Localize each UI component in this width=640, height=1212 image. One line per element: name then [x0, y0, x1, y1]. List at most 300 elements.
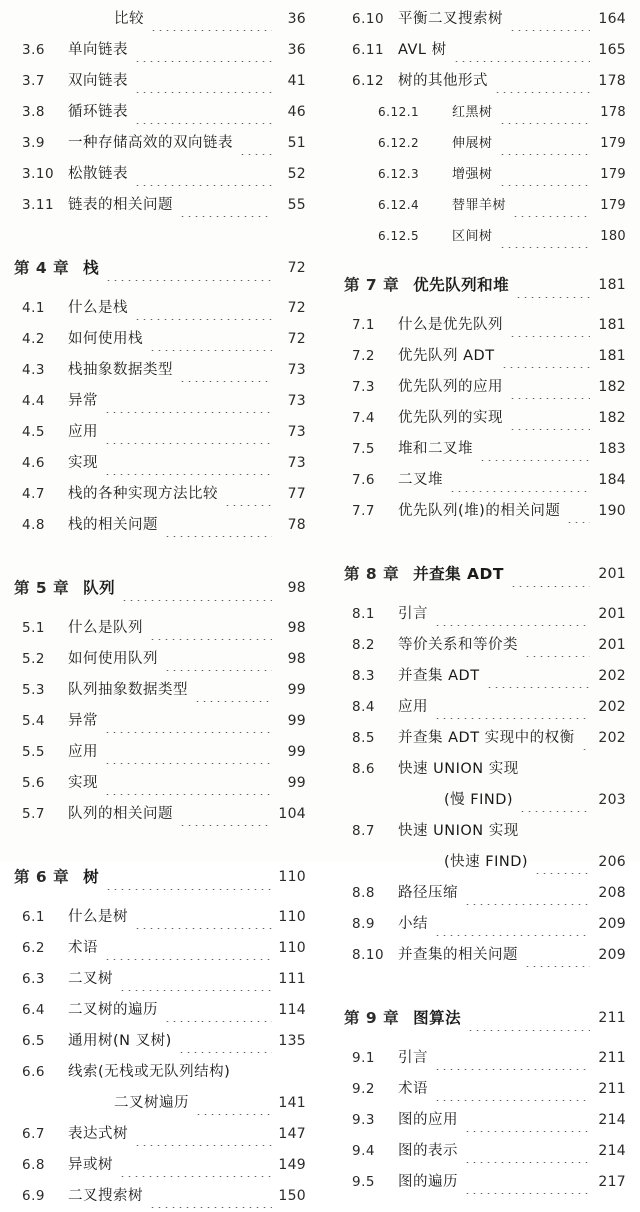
toc-page-number: 99	[287, 775, 306, 791]
toc-entry-number: 5.3	[22, 682, 45, 698]
toc-page-number: 110	[278, 909, 306, 925]
toc-entry-title: AVL 树	[398, 42, 447, 58]
dot-leader	[509, 325, 590, 337]
toc-entry-title: 图的表示	[398, 1143, 458, 1159]
toc-page-number: 178	[600, 105, 626, 120]
toc-entry-number: 6.12.1	[378, 105, 420, 119]
dot-leader	[121, 589, 272, 601]
toc-spacer	[320, 1035, 640, 1043]
toc-entry-title: 链表的相关问题	[68, 197, 173, 213]
toc-entry-row[interactable]	[320, 66, 640, 97]
toc-entry-title: 快速 UNION 实现	[398, 761, 519, 777]
toc-entry-row[interactable]	[0, 1057, 320, 1088]
toc-entry-row[interactable]	[320, 754, 640, 785]
dot-leader	[501, 356, 590, 368]
toc-entry-title: 什么是栈	[68, 300, 128, 316]
toc-entry-title: 什么是队列	[68, 620, 143, 636]
toc-entry-row[interactable]	[0, 417, 320, 448]
dot-leader	[164, 525, 272, 537]
toc-entry-row[interactable]	[320, 692, 640, 723]
dot-leader	[134, 112, 272, 124]
dot-leader	[464, 1120, 590, 1132]
toc-entry-title: 二叉树	[68, 971, 113, 987]
toc-entry-title: 通用树(N 叉树)	[68, 1033, 172, 1049]
toc-page-number: 147	[278, 1126, 306, 1142]
toc-entry-row[interactable]	[0, 737, 320, 768]
toc-page-number: 99	[287, 682, 306, 698]
toc-spacer	[0, 830, 320, 860]
toc-entry-number: 8.6	[352, 761, 375, 777]
toc-entry-title: 替罪羊树	[452, 198, 507, 213]
toc-entry-title: 优先队列的实现	[398, 410, 503, 426]
toc-entry-number: 3.8	[22, 104, 45, 120]
toc-entry-title: 栈抽象数据类型	[68, 362, 173, 378]
toc-entry-number: 3.6	[22, 42, 45, 58]
toc-entry-title: 等价关系和等价类	[398, 637, 518, 653]
toc-entry-title: 异常	[68, 393, 98, 409]
toc-entry-title: 并查集 ADT 实现中的权衡	[398, 730, 575, 746]
toc-entry-row[interactable]	[320, 1167, 640, 1198]
toc-entry-title: 什么是树	[68, 909, 128, 925]
toc-page-number: 182	[598, 410, 626, 426]
toc-entry-number: 6.2	[22, 940, 45, 956]
dot-leader	[178, 1041, 272, 1053]
toc-chapter-row[interactable]	[320, 1001, 640, 1035]
toc-entry-number: 7.3	[352, 379, 375, 395]
toc-entry-row[interactable]	[320, 878, 640, 909]
toc-page-number: 104	[278, 806, 306, 822]
toc-entry-row[interactable]	[320, 128, 640, 159]
toc-entry-number: 3.10	[22, 166, 55, 182]
toc-entry-number: 7.5	[352, 441, 375, 457]
dot-leader	[519, 800, 590, 812]
toc-entry-row[interactable]	[0, 1119, 320, 1150]
toc-entry-number: 5.1	[22, 620, 45, 636]
toc-entry-title: 引言	[398, 1050, 428, 1066]
toc-page-number: 214	[598, 1112, 626, 1128]
toc-page-number: 179	[600, 198, 626, 213]
toc-entry-row[interactable]	[0, 97, 320, 128]
toc-entry-number: 6.9	[22, 1188, 45, 1204]
toc-page-number: 214	[598, 1143, 626, 1159]
toc-entry-row[interactable]	[0, 128, 320, 159]
toc-entry-row[interactable]	[320, 847, 640, 878]
toc-page-number: 73	[287, 455, 306, 471]
toc-entry-title: 快速 UNION 实现	[398, 823, 519, 839]
toc-page-number: 201	[598, 566, 626, 582]
toc-entry-row[interactable]	[0, 66, 320, 97]
toc-entry-number: 6.7	[22, 1126, 45, 1142]
toc-entry-title: 栈的相关问题	[68, 517, 158, 533]
dot-leader	[104, 752, 272, 764]
toc-entry-row[interactable]	[0, 448, 320, 479]
toc-chapter-row[interactable]	[320, 557, 640, 591]
toc-entry-number: 5.2	[22, 651, 45, 667]
dot-leader	[509, 418, 590, 430]
dot-leader	[149, 1196, 272, 1208]
toc-page-number: 211	[598, 1010, 626, 1026]
toc-entry-number: 4.3	[22, 362, 45, 378]
toc-entry-row[interactable]	[0, 933, 320, 964]
toc-entry-number: 6.3	[22, 971, 45, 987]
toc-entry-row[interactable]	[0, 964, 320, 995]
toc-entry-number: 8.7	[352, 823, 375, 839]
toc-entry-title: 松散链表	[68, 166, 128, 182]
toc-page-number: 178	[598, 73, 626, 89]
toc-chapter-row[interactable]	[0, 251, 320, 285]
toc-entry-row[interactable]	[0, 1088, 320, 1119]
dot-leader	[224, 494, 272, 506]
toc-entry-title: 图的遍历	[398, 1174, 458, 1190]
toc-entry-title: 栈	[83, 259, 100, 277]
dot-leader	[134, 174, 272, 186]
toc-entry-number: 8.9	[352, 916, 375, 932]
toc-entry-row[interactable]	[320, 434, 640, 465]
toc-entry-number: 4.8	[22, 517, 45, 533]
dot-leader	[525, 831, 590, 843]
toc-entry-row[interactable]	[320, 465, 640, 496]
toc-entry-title: 优先队列 ADT	[398, 348, 495, 364]
toc-entry-title: 图的应用	[398, 1112, 458, 1128]
toc-entry-row[interactable]	[320, 97, 640, 128]
toc-entry-title: 二叉搜索树	[68, 1188, 143, 1204]
toc-entry-number: 3.11	[22, 197, 55, 213]
toc-entry-number: 6.6	[22, 1064, 45, 1080]
dot-leader	[179, 370, 272, 382]
toc-entry-number: 3.7	[22, 73, 45, 89]
dot-leader	[134, 50, 272, 62]
toc-entry-number: 6.4	[22, 1002, 45, 1018]
toc-entry-row[interactable]	[320, 35, 640, 66]
toc-page-number: 72	[287, 331, 306, 347]
toc-page-number: 99	[287, 713, 306, 729]
toc-entry-number: 8.2	[352, 637, 375, 653]
toc-entry-row[interactable]	[0, 613, 320, 644]
toc-entry-row[interactable]	[0, 1181, 320, 1212]
toc-entry-title: 二叉树遍历	[114, 1095, 189, 1111]
toc-entry-number: 6.12	[352, 73, 385, 89]
toc-spacer	[0, 541, 320, 571]
toc-spacer	[320, 252, 640, 268]
toc-spacer	[320, 971, 640, 1001]
toc-entry-title: 比较	[114, 11, 144, 27]
toc-entry-title: 应用	[398, 699, 428, 715]
toc-spacer	[0, 285, 320, 293]
toc-page-number: 181	[598, 277, 626, 293]
toc-entry-number: 8.4	[352, 699, 375, 715]
dot-leader	[534, 862, 590, 874]
toc-entry-number: 4.2	[22, 331, 45, 347]
toc-entry-number: 第 6 章	[14, 868, 70, 886]
toc-entry-row[interactable]	[0, 902, 320, 933]
toc-entry-number: 5.6	[22, 775, 45, 791]
toc-page-number: 203	[598, 792, 626, 808]
toc-entry-row[interactable]	[320, 372, 640, 403]
dot-leader	[104, 432, 272, 444]
toc-entry-title: 路径压缩	[398, 885, 458, 901]
toc-entry-row[interactable]	[320, 630, 640, 661]
toc-entry-row[interactable]	[320, 221, 640, 252]
toc-page-number: 110	[278, 940, 306, 956]
dot-leader	[134, 308, 272, 320]
toc-page-number: 202	[598, 668, 626, 684]
toc-column-left	[0, 0, 320, 1204]
toc-entry-number: 9.4	[352, 1143, 375, 1159]
toc-page-number: 114	[278, 1002, 306, 1018]
toc-entry-title: 堆和二叉堆	[398, 441, 473, 457]
toc-entry-row[interactable]	[0, 675, 320, 706]
toc-entry-number: 7.7	[352, 503, 375, 519]
toc-entry-row[interactable]	[0, 799, 320, 830]
toc-page-number: 52	[287, 166, 306, 182]
toc-entry-row[interactable]	[320, 1105, 640, 1136]
toc-page-number: 180	[600, 229, 626, 244]
toc-entry-title: 二叉树的遍历	[68, 1002, 158, 1018]
toc-page-number: 77	[287, 486, 306, 502]
toc-entry-title: 图算法	[413, 1009, 462, 1027]
toc-entry-title: 应用	[68, 424, 98, 440]
toc-entry-row[interactable]	[0, 644, 320, 675]
toc-entry-row[interactable]	[0, 1026, 320, 1057]
toc-entry-title: 平衡二叉搜索树	[398, 11, 503, 27]
dot-leader	[467, 1019, 590, 1031]
dot-leader	[195, 1103, 272, 1115]
toc-entry-row[interactable]	[0, 190, 320, 221]
toc-page-number: 183	[598, 441, 626, 457]
dot-leader	[524, 645, 590, 657]
toc-page-number: 211	[598, 1081, 626, 1097]
toc-page-number: 36	[287, 42, 306, 58]
dot-leader	[236, 1072, 272, 1084]
toc-entry-title: (慢 FIND)	[444, 792, 514, 808]
toc-page-number: 202	[598, 730, 626, 746]
toc-page-number: 209	[598, 947, 626, 963]
toc-entry-title: 区间树	[452, 229, 493, 244]
toc-entry-title: 优先队列和堆	[413, 276, 510, 294]
toc-entry-title: 红黑树	[452, 105, 493, 120]
dot-leader	[510, 575, 590, 587]
dot-leader	[499, 112, 590, 124]
toc-spacer	[320, 302, 640, 310]
toc-entry-title: 异常	[68, 713, 98, 729]
toc-entry-number: 6.12.2	[378, 136, 420, 150]
dot-leader	[164, 1010, 272, 1022]
toc-entry-row[interactable]	[0, 768, 320, 799]
toc-entry-number: 6.10	[352, 11, 385, 27]
toc-entry-row[interactable]	[320, 310, 640, 341]
toc-entry-row[interactable]	[320, 1043, 640, 1074]
toc-entry-row[interactable]	[320, 159, 640, 190]
toc-entry-row[interactable]	[320, 661, 640, 692]
toc-entry-row[interactable]	[0, 510, 320, 541]
dot-leader	[486, 676, 590, 688]
toc-entry-row[interactable]	[0, 386, 320, 417]
dot-leader	[512, 205, 590, 217]
toc-entry-row[interactable]	[320, 723, 640, 754]
toc-spacer	[0, 221, 320, 251]
dot-leader	[515, 286, 590, 298]
toc-entry-title: 队列的相关问题	[68, 806, 173, 822]
toc-entry-number: 9.2	[352, 1081, 375, 1097]
dot-leader	[525, 769, 590, 781]
toc-entry-title: 并查集 ADT	[398, 668, 480, 684]
toc-entry-number: 6.12.5	[378, 229, 420, 243]
toc-entry-row[interactable]	[320, 599, 640, 630]
toc-entry-number: 7.6	[352, 472, 375, 488]
toc-entry-row[interactable]	[320, 403, 640, 434]
toc-entry-number: 第 9 章	[344, 1009, 400, 1027]
toc-entry-number: 第 4 章	[14, 259, 70, 277]
toc-entry-number: 8.10	[352, 947, 385, 963]
toc-entry-title: 应用	[68, 744, 98, 760]
toc-entry-row[interactable]	[320, 909, 640, 940]
toc-page-number: 181	[598, 317, 626, 333]
dot-leader	[464, 1182, 590, 1194]
toc-entry-number: 9.3	[352, 1112, 375, 1128]
toc-page-number: 72	[287, 260, 306, 276]
toc-entry-row[interactable]	[320, 341, 640, 372]
toc-spacer	[320, 591, 640, 599]
toc-entry-title: 小结	[398, 916, 428, 932]
toc-page-number: 217	[598, 1174, 626, 1190]
toc-entry-title: 二叉堆	[398, 472, 443, 488]
toc-entry-row[interactable]	[0, 355, 320, 386]
toc-page-number: 206	[598, 854, 626, 870]
toc-entry-title: 循环链表	[68, 104, 128, 120]
dot-leader	[179, 814, 272, 826]
toc-entry-row[interactable]	[0, 995, 320, 1026]
dot-leader	[524, 955, 590, 967]
toc-entry-row[interactable]	[0, 706, 320, 737]
toc-entry-number: 6.1	[22, 909, 45, 925]
toc-entry-row[interactable]	[320, 1136, 640, 1167]
toc-entry-title: 并查集的相关问题	[398, 947, 518, 963]
toc-page-number: 201	[598, 637, 626, 653]
toc-page-number: 73	[287, 362, 306, 378]
toc-entry-row[interactable]	[0, 1150, 320, 1181]
toc-page-number: 181	[598, 348, 626, 364]
dot-leader	[194, 690, 272, 702]
dot-leader	[134, 917, 272, 929]
dot-leader	[150, 19, 272, 31]
toc-entry-title: 异或树	[68, 1157, 113, 1173]
dot-leader	[239, 143, 272, 155]
toc-entry-title: 双向链表	[68, 73, 128, 89]
toc-entry-number: 第 8 章	[344, 565, 400, 583]
dot-leader	[453, 50, 590, 62]
toc-entry-row[interactable]	[320, 785, 640, 816]
toc-entry-number: 6.11	[352, 42, 385, 58]
toc-entry-number: 7.1	[352, 317, 375, 333]
toc-page-number: 98	[287, 651, 306, 667]
toc-spacer	[0, 605, 320, 613]
dot-leader	[105, 878, 272, 890]
toc-spacer	[320, 527, 640, 557]
toc-entry-number: 6.12.3	[378, 167, 420, 181]
toc-entry-row[interactable]	[320, 190, 640, 221]
toc-entry-title: 表达式树	[68, 1126, 128, 1142]
toc-page-number: 78	[287, 517, 306, 533]
toc-entry-row[interactable]	[0, 35, 320, 66]
dot-leader	[449, 480, 590, 492]
toc-chapter-row[interactable]	[0, 571, 320, 605]
toc-page-number: 209	[598, 916, 626, 932]
toc-entry-row[interactable]	[0, 479, 320, 510]
dot-leader	[499, 174, 590, 186]
toc-entry-number: 第 7 章	[344, 276, 400, 294]
dot-leader	[179, 205, 272, 217]
dot-leader	[164, 659, 272, 671]
toc-page-number: 98	[287, 620, 306, 636]
toc-page-number: 73	[287, 393, 306, 409]
dot-leader	[494, 81, 590, 93]
toc-entry-number: 7.2	[352, 348, 375, 364]
dot-leader	[479, 449, 590, 461]
toc-entry-number: 4.1	[22, 300, 45, 316]
dot-leader	[434, 924, 590, 936]
toc-entry-row[interactable]	[0, 159, 320, 190]
toc-entry-title: 实现	[68, 455, 98, 471]
dot-leader	[104, 783, 272, 795]
dot-leader	[105, 269, 272, 281]
toc-page-number: 179	[600, 136, 626, 151]
toc-entry-number: 6.5	[22, 1033, 45, 1049]
toc-chapter-row[interactable]	[320, 268, 640, 302]
toc-page-number: 201	[598, 606, 626, 622]
toc-entry-title: 队列	[83, 579, 116, 597]
toc-page-number: 41	[287, 73, 306, 89]
toc-entry-title: 栈的各种实现方法比较	[68, 486, 218, 502]
toc-entry-title: 引言	[398, 606, 428, 622]
toc-entry-title: 一种存储高效的双向链表	[68, 135, 233, 151]
toc-page-number: 141	[278, 1095, 306, 1111]
toc-page-number: 135	[278, 1033, 306, 1049]
toc-page-number: 164	[598, 11, 626, 27]
toc-entry-title: 实现	[68, 775, 98, 791]
toc-entry-row[interactable]	[320, 940, 640, 971]
dot-leader	[581, 738, 590, 750]
toc-entry-number: 9.5	[352, 1174, 375, 1190]
toc-page-number: 98	[287, 580, 306, 596]
toc-entry-row[interactable]	[0, 4, 320, 35]
toc-page-number: 182	[598, 379, 626, 395]
toc-entry-row[interactable]	[0, 324, 320, 355]
toc-entry-number: 5.7	[22, 806, 45, 822]
dot-leader	[499, 143, 590, 155]
dot-leader	[464, 893, 590, 905]
toc-page-number: 110	[278, 869, 306, 885]
toc-entry-row[interactable]	[320, 1074, 640, 1105]
toc-spacer	[0, 894, 320, 902]
toc-page-number: 202	[598, 699, 626, 715]
dot-leader	[104, 463, 272, 475]
toc-entry-row[interactable]	[320, 4, 640, 35]
toc-page-number: 149	[278, 1157, 306, 1173]
dot-leader	[119, 1165, 272, 1177]
toc-chapter-row[interactable]	[0, 860, 320, 894]
toc-entry-row[interactable]	[320, 816, 640, 847]
dot-leader	[434, 1058, 590, 1070]
toc-entry-row[interactable]	[0, 293, 320, 324]
dot-leader	[434, 707, 590, 719]
toc-entry-number: 第 5 章	[14, 579, 70, 597]
toc-entry-row[interactable]	[320, 496, 640, 527]
toc-page-number: 55	[287, 197, 306, 213]
toc-entry-title: 树	[83, 868, 100, 886]
toc-entry-title: 优先队列(堆)的相关问题	[398, 503, 561, 519]
toc-entry-title: (快速 FIND)	[444, 854, 529, 870]
toc-entry-number: 4.4	[22, 393, 45, 409]
